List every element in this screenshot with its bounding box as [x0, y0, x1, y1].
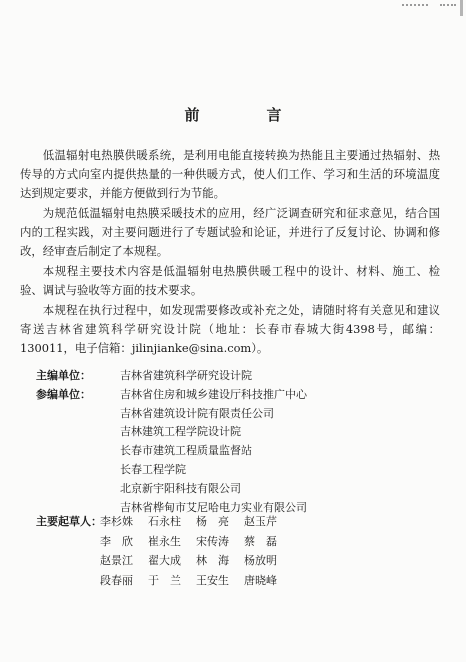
drafter-name: 宋传涛: [196, 534, 229, 548]
participating-org: 北京新宇阳科技有限公司: [120, 481, 241, 495]
drafter-name: 王安生: [196, 573, 229, 587]
drafter-name: 林 海: [196, 554, 229, 567]
drafters-row: [36, 571, 292, 591]
drafter-name: 杨 亮: [196, 515, 229, 528]
participating-row: [36, 386, 446, 518]
drafter-name: 蔡 磊: [244, 534, 277, 548]
drafters-row: [36, 512, 292, 532]
drafter-name: 赵景江: [100, 554, 133, 567]
drafters-row: [36, 551, 292, 571]
drafter-name: 李 欣: [100, 534, 133, 548]
drafter-name: 赵玉芹: [244, 515, 277, 528]
chief-editor-org: 吉林省建筑科学研究设计院: [120, 369, 252, 382]
drafter-name: 杨放明: [244, 554, 277, 567]
drafters-label: 主要起草人：: [36, 515, 102, 528]
drafters-row: [36, 532, 292, 552]
participating-org: 吉林省住房和城乡建设厅科技推广中心: [120, 387, 307, 401]
drafter-name: 李杉姝: [100, 515, 133, 528]
credits-block: [36, 367, 446, 517]
participating-org: 长春工程学院: [120, 462, 186, 476]
chief-editor-row: [36, 367, 446, 386]
drafter-name: 翟大成: [148, 554, 181, 567]
preface-body: [20, 146, 440, 359]
page-title: 前 言: [184, 106, 308, 124]
participating-org-list: [120, 386, 307, 518]
participating-org: 长春市建筑工程质量监督站: [120, 444, 252, 458]
drafter-name: 唐晓峰: [244, 573, 277, 587]
participating-label: 参编单位：: [36, 387, 91, 401]
scan-artifact: [440, 4, 456, 16]
chief-editor-label: 主编单位：: [36, 369, 91, 382]
paragraph: 本规程主要技术内容是低温辐射电热膜供暖工程中的设计、材料、施工、检验、调试与验收等方面的技术要求。: [20, 264, 440, 297]
participating-org: 吉林省桦甸市艾尼哈电力实业有限公司: [120, 500, 307, 514]
drafter-name: 石永柱: [148, 515, 181, 528]
drafters-block: [36, 512, 292, 590]
participating-org: 吉林省建筑设计院有限责任公司: [120, 406, 274, 420]
drafter-name: 段春丽: [100, 573, 133, 587]
drafter-name: 崔永生: [148, 534, 181, 548]
participating-org: 吉林建筑工程学院设计院: [120, 425, 241, 439]
drafter-name: 于 兰: [148, 573, 181, 587]
scan-artifact: [402, 4, 428, 16]
paragraph: 低温辐射电热膜供暖系统，是利用电能直接转换为热能且主要通过热辐射、热传导的方式向室内提供热量的一种供暖方式，使人们工作、学习和生活的环境温度达到规定要求，并能方便做到行为节能。: [20, 148, 440, 200]
paragraph: 本规程在执行过程中，如发现需要修改或补充之处，请随时将有关意见和建议寄送吉林省建筑科学研究设计院（地址：长春市春城大街4398号，邮编：130011，电子信箱：jilinjianke@sina.com）。: [20, 303, 440, 355]
scan-edge: [460, 0, 463, 16]
paragraph: 为规范低温辐射电热膜采暖技术的应用，经广泛调查研究和征求意见，结合国内的工程实践，对主要问题进行了专题试验和论证，并进行了反复讨论、协调和修改，经审查后制定了本规程。: [20, 206, 440, 258]
